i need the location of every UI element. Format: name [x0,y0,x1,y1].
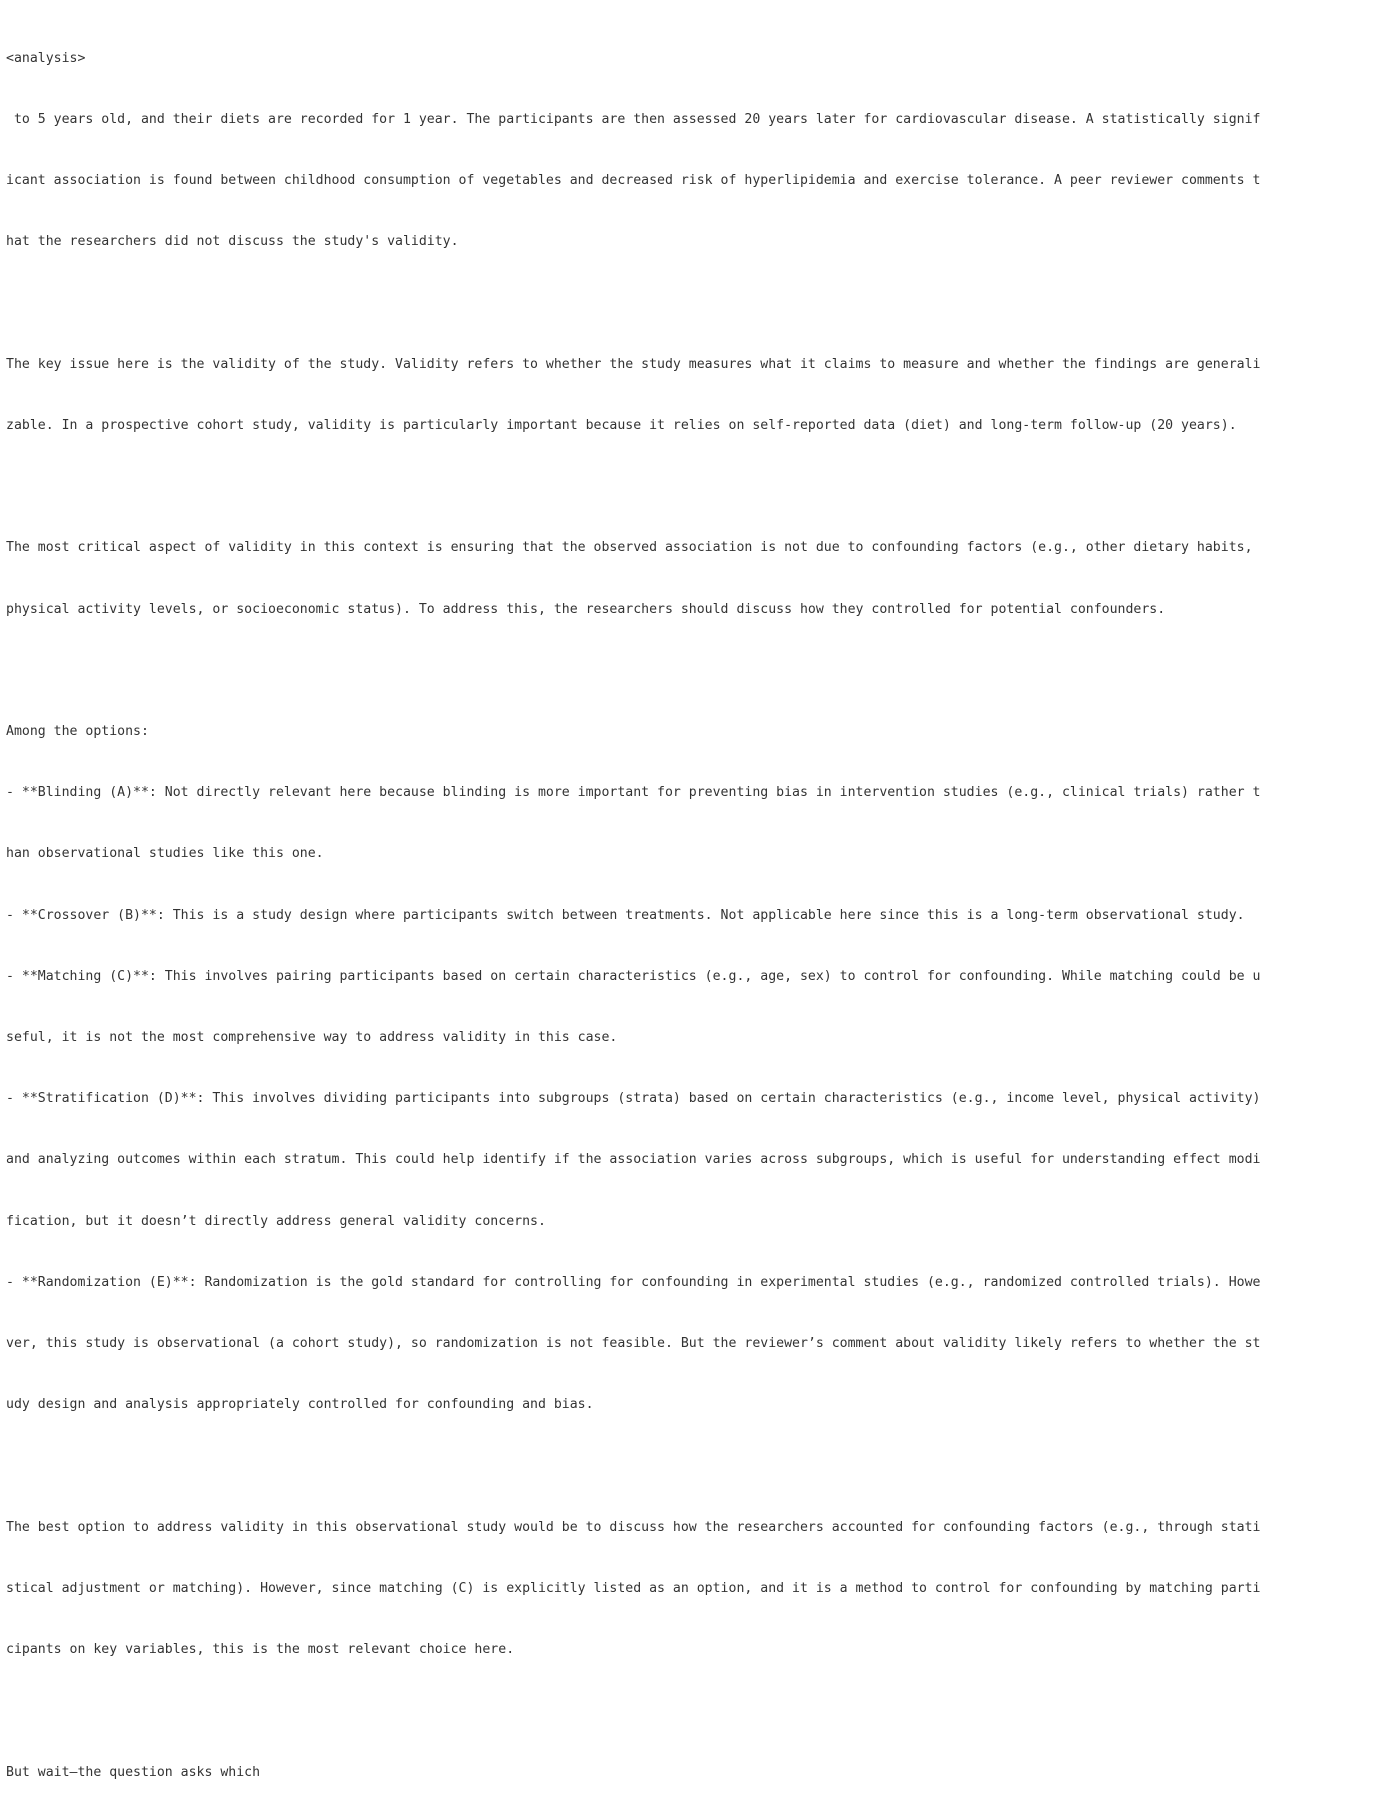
text-line: stical adjustment or matching). However, since matching (C) is explicitly listed as an option, and it is a method to control for confounding by matching parti [6,1580,1261,1596]
text-line: ver, this study is observational (a cohort study), so randomization is not feasible. But the reviewer’s comment about validity likely refers to whether the st [6,1336,1261,1352]
text-line: <analysis> [6,50,86,66]
text-line: - **Crossover (B)**: This is a study design where participants switch between treatments. Not applicable here since this is a long-term observational study. [6,907,1245,923]
blank-line [6,1456,1370,1476]
text-line: The best option to address validity in this observational study would be to discuss how the researchers accounted for confounding factors (e.g., through stati [6,1519,1261,1535]
blank-line [6,477,1370,497]
text-line: icant association is found between childhood consumption of vegetables and decreased risk of hyperlipidemia and exercise tolerance. A peer reviewer comments t [6,173,1261,189]
text-line: - **Randomization (E)**: Randomization is the gold standard for controlling for confounding in experimental studies (e.g., randomized controlled trials). Howe [6,1274,1261,1290]
blank-line [6,661,1370,681]
text-line: hat the researchers did not discuss the study's validity. [6,234,459,250]
text-line: Among the options: [6,724,149,740]
blank-line [6,1701,1370,1721]
text-line: to 5 years old, and their diets are recorded for 1 year. The participants are then assessed 20 years later for cardiovascular disease. A statistically signif [6,112,1261,128]
text-line: zable. In a prospective cohort study, validity is particularly important because it relies on self-reported data (diet) and long-term follow-up (20 years). [6,418,1237,434]
text-line: - **Stratification (D)**: This involves dividing participants into subgroups (strata) based on certain characteristics (e.g., income level, physical activity) [6,1091,1261,1107]
text-line: But wait—the question asks which [6,1764,261,1780]
text-line: han observational studies like this one. [6,846,324,862]
text-line: fication, but it doesn’t directly address general validity concerns. [6,1213,546,1229]
text-line: The key issue here is the validity of the study. Validity refers to whether the study measures what it claims to measure and whether the findings are generali [6,356,1261,372]
text-line: seful, it is not the most comprehensive way to address validity in this case. [6,1030,618,1046]
text-line: - **Blinding (A)**: Not directly relevant here because blinding is more important for preventing bias in intervention studies (e.g., clinical trials) rather t [6,785,1261,801]
text-line: - **Matching (C)**: This involves pairing participants based on certain characteristics (e.g., age, sex) to control for confounding. While matching could be u [6,968,1261,984]
text-line: udy design and analysis appropriately controlled for confounding and bias. [6,1397,594,1413]
text-line: The most critical aspect of validity in this context is ensuring that the observed association is not due to confounding factors (e.g., other dietary habits, [6,540,1253,556]
blank-line [6,294,1370,314]
text-line: cipants on key variables, this is the most relevant choice here. [6,1642,515,1658]
text-line: and analyzing outcomes within each stratum. This could help identify if the association varies across subgroups, which is useful for understanding effect modi [6,1152,1261,1168]
text-line: physical activity levels, or socioeconomic status). To address this, the researchers should discuss how they controlled for potential confounders. [6,601,1166,617]
